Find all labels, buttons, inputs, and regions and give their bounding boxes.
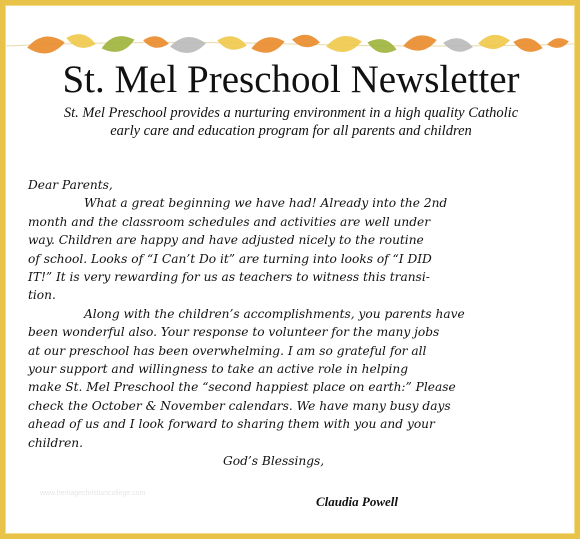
- leaf-icon: [366, 36, 398, 56]
- letter-line: been wonderful also. Your response to volunteer for the many jobs: [28, 325, 440, 340]
- leaf-icon: [142, 35, 169, 50]
- letter-greeting: Dear Parents,: [28, 178, 113, 192]
- letter-line: way. Children are happy and have adjusted nicely to the routine: [28, 233, 424, 248]
- leaf-icon: [325, 34, 363, 55]
- subtitle-line: St. Mel Preschool provides a nurturing environment in a high quality Catholic: [63, 105, 519, 121]
- letter-line: children.: [28, 435, 84, 450]
- leaf-icon: [291, 33, 320, 48]
- leaf-icon: [402, 33, 438, 54]
- leaf-icon: [546, 37, 569, 50]
- leaf-icon: [216, 34, 248, 52]
- leaf-icon: [65, 31, 97, 50]
- letter-line: ahead of us and I look forward to sharing them with you and your: [28, 417, 435, 432]
- leaf-icon: [26, 34, 66, 56]
- letter-line: your support and willingness to take an active role in helping: [28, 362, 408, 377]
- letter-line: of school. Looks of “I Can’t Do it” are turning into looks of “I DID: [28, 251, 432, 266]
- watermark: www.heritagechristiancollege.com: [40, 490, 146, 497]
- signature: Claudia Powell: [316, 494, 398, 509]
- leaf-icon: [250, 34, 286, 56]
- letter-line: month and the classroom schedules and activities are well under: [28, 214, 431, 229]
- letter-line: check the October & November calendars. We have many busy days: [28, 398, 451, 413]
- leaf-icon: [169, 36, 206, 55]
- letter-line: make St. Mel Preschool the “second happiest place on earth:” Please: [28, 380, 456, 395]
- letter-closing: God’s Blessings,: [223, 454, 325, 469]
- letter-line: at our preschool has been overwhelming. I am so grateful for all: [28, 343, 427, 358]
- newsletter-subtitle: [6, 104, 575, 140]
- leaf-icon: [442, 36, 474, 53]
- newsletter-title: St. Mel Preschool Newsletter: [62, 58, 520, 101]
- letter-line: IT!” It is very rewarding for us as teachers to witness this transi-: [28, 270, 430, 285]
- leaf-icon: [512, 35, 544, 54]
- newsletter-page: [5, 5, 575, 534]
- letter-line: Along with the children’s accomplishments, you parents have: [84, 306, 465, 321]
- letter-line: What a great beginning we have had! Already into the 2nd: [84, 196, 448, 211]
- subtitle-line: early care and education program for all parents and children: [110, 123, 472, 139]
- letter-body: [28, 176, 558, 471]
- leaf-icon: [100, 32, 137, 55]
- leaf-icon: [477, 33, 510, 50]
- letter-line: tion.: [28, 288, 56, 303]
